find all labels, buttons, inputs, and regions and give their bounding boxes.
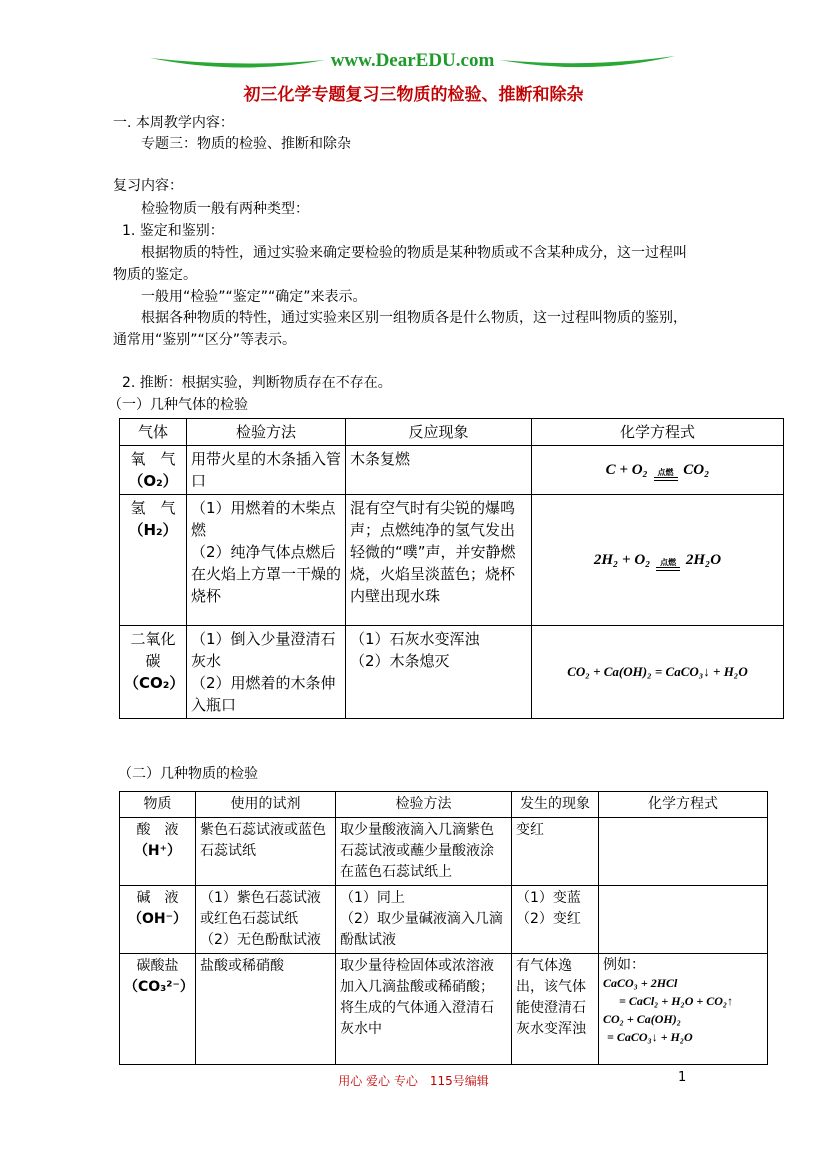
- table-row: [120, 626, 784, 719]
- equation-line: = CaCO₃↓ + H₂O: [607, 1030, 693, 1044]
- phenomenon-cell: 有气体逸出，该气体能使澄清石灰水变浑浊: [512, 954, 599, 1065]
- gas-formula: （CO₂）: [124, 674, 185, 692]
- gas-test-table: [119, 418, 784, 719]
- substance-ion: （CO₃²⁻）: [124, 979, 194, 995]
- method-step: （1）用燃着的木柴点燃: [191, 499, 336, 539]
- phenomenon-cell: 木条复燃: [346, 446, 532, 495]
- table-header-row: [120, 792, 768, 818]
- equation-right: CO₂: [683, 462, 710, 478]
- column-header: 化学方程式: [532, 419, 784, 446]
- phenomenon-step: （2）木条熄灭: [350, 652, 450, 670]
- table-row: [120, 446, 784, 495]
- method-cell: 取少量待检固体或浓溶液加入几滴盐酸或稀硝酸；将生成的气体通入澄清石灰水中: [336, 954, 512, 1065]
- gas-cell: [120, 626, 187, 719]
- equation-line: = CaCl₂ + H₂O + CO₂↑: [619, 994, 734, 1008]
- column-header: 反应现象: [346, 419, 532, 446]
- equation-cell: CO₂ + Ca(OH)₂ = CaCO₃↓ + H₂O: [532, 626, 784, 719]
- substance-cell: [120, 818, 196, 886]
- equation-left: 2H₂ + O₂: [593, 552, 651, 568]
- column-header: 发生的现象: [512, 792, 599, 818]
- gas-formula: （O₂）: [128, 472, 178, 490]
- gas-formula: （H₂）: [128, 521, 178, 539]
- method-step: （2）用燃着的木条伸入瓶口: [191, 674, 336, 714]
- page-title: 初三化学专题复习三物质的检验、推断和除杂: [243, 85, 584, 105]
- section-heading: （二）几种物质的检验: [118, 766, 258, 782]
- phenomenon-step: （2）变红: [516, 911, 581, 927]
- gas-name: 二氧化碳: [130, 630, 176, 670]
- table-row: [120, 886, 768, 954]
- table-row: [120, 954, 768, 1065]
- method-step: （2）纯净气体点燃后在火焰上方罩一干燥的烧杯: [191, 543, 342, 605]
- gas-cell: [120, 446, 187, 495]
- phenomenon-cell: 混有空气时有尖锐的爆鸣声；点燃纯净的氢气发出轻微的“噗”声，并安静燃烧，火焰呈淡蓝色；烧杯内壁出现水珠: [346, 495, 532, 626]
- phenomenon-cell: [512, 886, 599, 954]
- table-row: [120, 818, 768, 886]
- reagent-cell: [196, 886, 336, 954]
- equation-line: CO₂ + Ca(OH)₂: [603, 1012, 681, 1026]
- equation-cell: [599, 818, 768, 886]
- gas-name: 氧 气: [130, 450, 176, 468]
- substance-ion: （H⁺）: [133, 843, 182, 859]
- page-number: 1: [678, 1070, 687, 1085]
- equation-left: C + O₂: [605, 462, 648, 478]
- equation-cell: [599, 954, 768, 1065]
- phenomenon-step: （1）变蓝: [516, 890, 581, 906]
- column-header: 检验方法: [336, 792, 512, 818]
- substance-name: 酸 液: [136, 822, 179, 838]
- text-line: 根据物质的特性，通过实验来确定要检验的物质是某种物质或不含某种成分，这一过程叫: [141, 245, 687, 261]
- method-cell: [187, 626, 346, 719]
- text-line: 物质的鉴定。: [113, 267, 197, 283]
- phenomenon-cell: 变红: [512, 818, 599, 886]
- column-header: 气体: [120, 419, 187, 446]
- equation-cell: [532, 495, 784, 626]
- section-heading: （一）几种气体的检验: [108, 397, 248, 413]
- table-header-row: [120, 419, 784, 446]
- table-row: [120, 495, 784, 626]
- header-banner: [150, 50, 675, 80]
- substance-ion: （OH⁻）: [127, 911, 187, 927]
- reagent-step: （1）紫色石蕊试液或红色石蕊试纸: [200, 890, 321, 927]
- equation-right: 2H₂O: [685, 552, 722, 568]
- footer-motto: 用心 爱心 专心 115号编辑: [338, 1074, 489, 1088]
- text-line: 通常用“鉴别”“区分”等表示。: [113, 332, 297, 348]
- gas-cell: [120, 495, 187, 626]
- method-step: （1）倒入少量澄清石灰水: [191, 630, 336, 670]
- reagent-cell: 盐酸或稀硝酸: [196, 954, 336, 1065]
- method-cell: 用带火星的木条插入管口: [187, 446, 346, 495]
- equation-line: CaCO₃ + 2HCl: [603, 976, 678, 990]
- text-line: 根据各种物质的特性，通过实验来区别一组物质各是什么物质，这一过程叫物质的鉴别，: [141, 310, 687, 326]
- equation-arrow: [654, 468, 678, 481]
- phenomenon-cell: [346, 626, 532, 719]
- column-header: 物质: [120, 792, 196, 818]
- substance-cell: [120, 954, 196, 1065]
- equation-arrow: [656, 558, 680, 571]
- substance-cell: [120, 886, 196, 954]
- reagent-cell: 紫色石蕊试液或蓝色石蕊试纸: [196, 818, 336, 886]
- text-line: 2. 推断：根据实验，判断物质存在不存在。: [122, 375, 392, 391]
- substance-test-table: [119, 791, 768, 1065]
- substance-name: 碱 液: [136, 890, 179, 906]
- method-cell: [187, 495, 346, 626]
- reagent-step: （2）无色酚酞试液: [200, 932, 321, 948]
- method-cell: 取少量酸液滴入几滴紫色石蕊试液或蘸少量酸液涂在蓝色石蕊试纸上: [336, 818, 512, 886]
- substance-name: 碳酸盐: [136, 958, 179, 974]
- text-line: 1. 鉴定和鉴别：: [122, 223, 224, 239]
- column-header: 化学方程式: [599, 792, 768, 818]
- method-step: （2）取少量碱液滴入几滴酚酞试液: [340, 911, 503, 948]
- site-url: www.DearEDU.com: [330, 50, 495, 71]
- text-line: 专题三：物质的检验、推断和除杂: [141, 136, 351, 152]
- reaction-condition: 点燃: [657, 468, 674, 477]
- column-header: 检验方法: [187, 419, 346, 446]
- text-line: 复习内容：: [113, 178, 183, 194]
- text-line: 一般用“检验”“鉴定”“确定”来表示。: [141, 289, 367, 305]
- text-line: 一. 本周教学内容：: [113, 115, 234, 131]
- equation-cell: [599, 886, 768, 954]
- reaction-condition: 点燃: [660, 558, 677, 567]
- gas-name: 氢 气: [130, 499, 176, 517]
- column-header: 使用的试剂: [196, 792, 336, 818]
- equation-intro: 例如：: [603, 957, 645, 973]
- method-cell: [336, 886, 512, 954]
- phenomenon-step: （1）石灰水变浑浊: [350, 630, 480, 648]
- equation-cell: [532, 446, 784, 495]
- method-step: （1）同上: [340, 890, 405, 906]
- text-line: 检验物质一般有两种类型：: [141, 201, 309, 217]
